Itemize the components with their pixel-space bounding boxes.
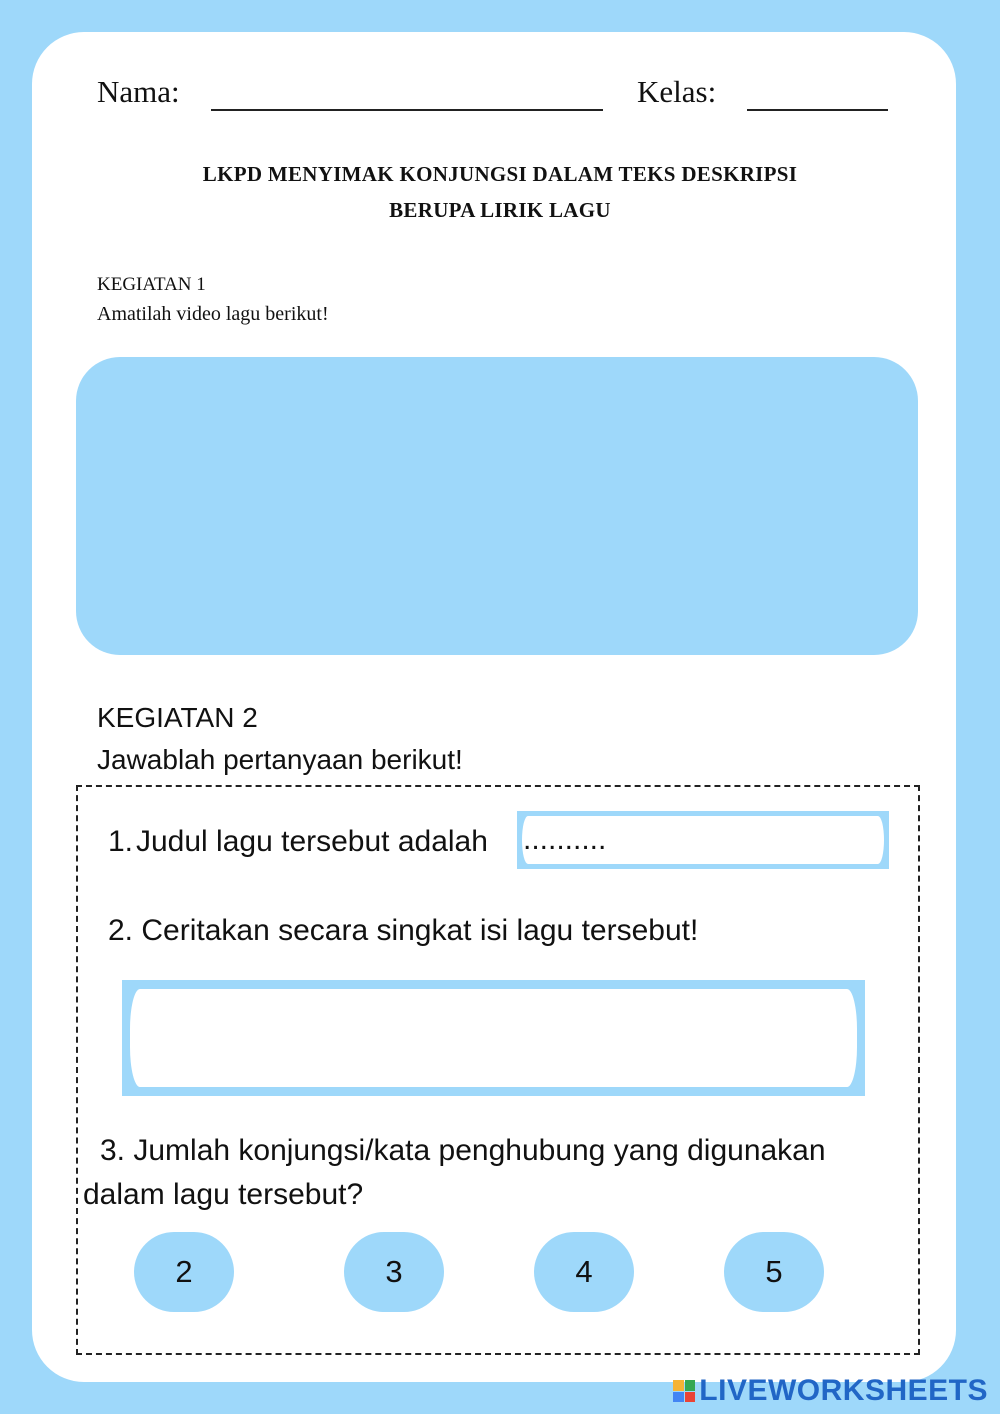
question1-number: 1. bbox=[108, 825, 134, 858]
name-field[interactable] bbox=[211, 109, 603, 111]
activity2-heading: KEGIATAN 2 bbox=[97, 702, 258, 733]
activity1-heading: KEGIATAN 1 bbox=[97, 274, 206, 295]
logo-square-4 bbox=[685, 1392, 696, 1403]
activity1-instruction: Amatilah video lagu berikut! bbox=[97, 303, 329, 325]
activity2-instruction: Jawablah pertanyaan berikut! bbox=[97, 744, 463, 775]
class-label: Kelas: bbox=[637, 74, 717, 109]
class-field[interactable] bbox=[747, 109, 888, 111]
question1-text: Judul lagu tersebut adalah bbox=[136, 825, 488, 858]
name-label: Nama: bbox=[97, 74, 180, 109]
question1-answer-value: .......... bbox=[523, 823, 607, 856]
question3-text-line2: dalam lagu tersebut? bbox=[83, 1178, 364, 1211]
video-placeholder[interactable] bbox=[76, 357, 918, 655]
question2-text: 2. Ceritakan secara singkat isi lagu tersebut! bbox=[108, 914, 699, 947]
option-4[interactable]: 4 bbox=[534, 1232, 634, 1312]
worksheet-title-line1: LKPD MENYIMAK KONJUNGSI DALAM TEKS DESKRIPSI bbox=[202, 162, 798, 186]
option-2[interactable]: 2 bbox=[134, 1232, 234, 1312]
question2-answer-input[interactable] bbox=[122, 980, 865, 1096]
option-5[interactable]: 5 bbox=[724, 1232, 824, 1312]
liveworksheets-logo-icon bbox=[673, 1380, 695, 1402]
option-3[interactable]: 3 bbox=[344, 1232, 444, 1312]
worksheet-title-line2: BERUPA LIRIK LAGU bbox=[389, 198, 611, 222]
question1-answer-input[interactable] bbox=[517, 811, 889, 869]
liveworksheets-brand-text: LIVEWORKSHEETS bbox=[699, 1374, 988, 1407]
logo-square-3 bbox=[673, 1392, 684, 1403]
logo-square-2 bbox=[685, 1380, 696, 1391]
logo-square-1 bbox=[673, 1380, 684, 1391]
liveworksheets-brand bbox=[673, 1374, 988, 1408]
question3-text-line1: 3. Jumlah konjungsi/kata penghubung yang digunakan bbox=[100, 1134, 826, 1167]
